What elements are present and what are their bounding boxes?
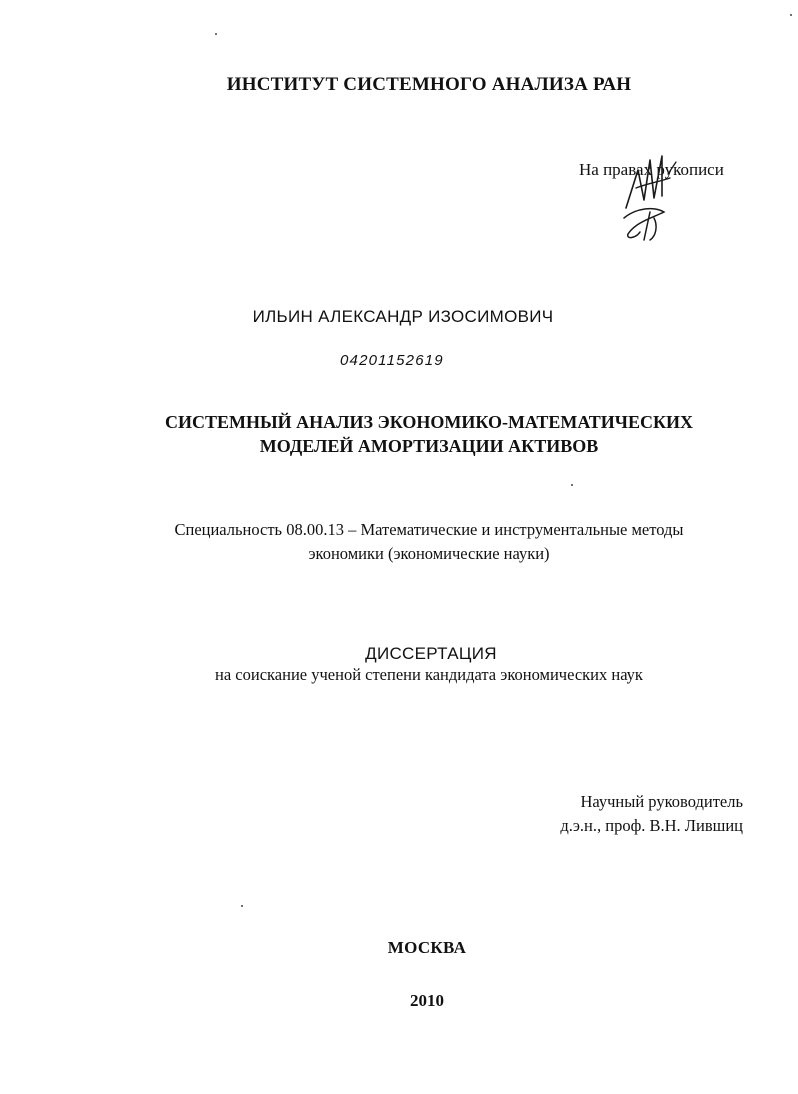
registration-number: 04201152619 xyxy=(340,352,444,369)
document-type: ДИССЕРТАЦИЯ xyxy=(365,644,497,663)
city: МОСКВА xyxy=(387,938,467,957)
supervisor-role: Научный руководитель xyxy=(580,792,743,811)
scan-speck xyxy=(241,905,243,907)
specialty-line: Специальность 08.00.13 – Математические и инструментальные методы xyxy=(174,520,684,539)
scan-speck xyxy=(790,14,792,16)
thesis-title xyxy=(30,410,798,458)
specialty-line: экономики (экономические науки) xyxy=(308,544,550,563)
scan-speck xyxy=(215,33,217,35)
thesis-title-line: СИСТЕМНЫЙ АНАЛИЗ ЭКОНОМИКО-МАТЕМАТИЧЕСКИХ xyxy=(164,412,694,432)
scan-speck xyxy=(571,484,573,486)
specialty xyxy=(30,518,798,566)
thesis-title-line: МОДЕЛЕЙ АМОРТИЗАЦИИ АКТИВОВ xyxy=(259,436,599,456)
year: 2010 xyxy=(410,991,444,1010)
author-name: ИЛЬИН АЛЕКСАНДР ИЗОСИМОВИЧ xyxy=(252,307,554,326)
rights-note: На правах рукописи xyxy=(579,160,724,179)
institute-name: ИНСТИТУТ СИСТЕМНОГО АНАЛИЗА РАН xyxy=(226,74,632,95)
handwritten-signature-icon xyxy=(606,148,686,248)
supervisor-name: д.э.н., проф. В.Н. Лившиц xyxy=(560,816,743,835)
supervisor-block xyxy=(560,790,743,838)
degree-line: на соискание ученой степени кандидата экономических наук xyxy=(215,665,643,684)
